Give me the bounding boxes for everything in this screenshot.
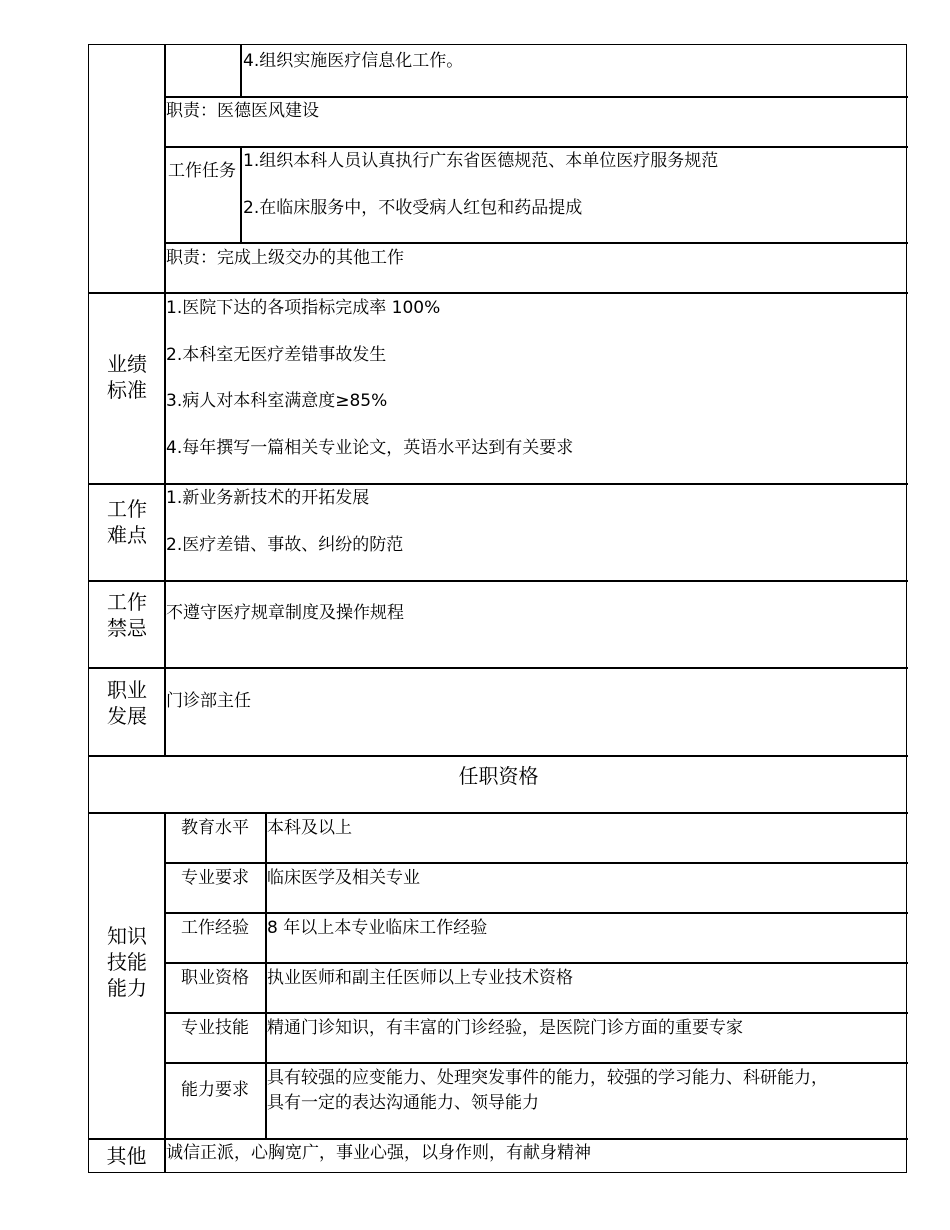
performance-item: 1.医院下达的各项指标完成率 100% xyxy=(166,298,441,318)
divider xyxy=(164,242,908,244)
knowledge-key: 能力要求 xyxy=(181,1080,249,1100)
divider xyxy=(89,483,908,485)
performance-label: 业绩标准 xyxy=(107,352,147,402)
difficulty-item: 2.医疗差错、事故、纠纷的防范 xyxy=(166,535,404,555)
career-label: 职业发展 xyxy=(107,678,147,728)
job-description-table xyxy=(88,44,907,1173)
task-label: 工作任务 xyxy=(168,161,236,181)
knowledge-key: 工作经验 xyxy=(181,918,249,938)
knowledge-value: 精通门诊知识，有丰富的门诊经验，是医院门诊方面的重要专家 xyxy=(267,1018,743,1038)
qualification-header: 任职资格 xyxy=(458,764,539,788)
knowledge-label: 知识技能能力 xyxy=(107,924,147,1000)
knowledge-value: 执业医师和副主任医师以上专业技术资格 xyxy=(267,968,573,988)
knowledge-key: 教育水平 xyxy=(181,818,249,838)
divider xyxy=(89,1138,908,1140)
knowledge-key: 专业要求 xyxy=(181,868,249,888)
taboo-label: 工作禁忌 xyxy=(107,590,147,640)
duty-title: 职责：完成上级交办的其他工作 xyxy=(166,248,404,268)
divider xyxy=(164,962,908,964)
divider xyxy=(164,812,166,1172)
performance-item: 3.病人对本科室满意度≥85% xyxy=(166,391,388,411)
knowledge-value: 本科及以上 xyxy=(267,818,352,838)
performance-item: 2.本科室无医疗差错事故发生 xyxy=(166,345,387,365)
task-item: 2.在临床服务中，不收受病人红包和药品提成 xyxy=(243,198,583,218)
knowledge-value: 具有较强的应变能力、处理突发事件的能力，较强的学习能力、科研能力， xyxy=(267,1068,828,1088)
divider xyxy=(164,1012,908,1014)
task-item: 4.组织实施医疗信息化工作。 xyxy=(243,51,464,71)
career-text: 门诊部主任 xyxy=(166,691,251,711)
knowledge-value: 具有一定的表达沟通能力、领导能力 xyxy=(267,1093,539,1113)
divider xyxy=(164,912,908,914)
other-label: 其他 xyxy=(106,1144,147,1168)
knowledge-key: 专业技能 xyxy=(181,1018,249,1038)
knowledge-key: 职业资格 xyxy=(181,968,249,988)
divider xyxy=(89,812,908,814)
taboo-text: 不遵守医疗规章制度及操作规程 xyxy=(166,603,404,623)
difficulty-label: 工作难点 xyxy=(107,497,147,547)
difficulty-item: 1.新业务新技术的开拓发展 xyxy=(166,488,370,508)
task-item: 1.组织本科人员认真执行广东省医德规范、本单位医疗服务规范 xyxy=(243,151,719,171)
divider xyxy=(164,862,908,864)
performance-item: 4.每年撰写一篇相关专业论文，英语水平达到有关要求 xyxy=(166,438,574,458)
duty-title: 职责：医德医风建设 xyxy=(166,101,319,121)
divider xyxy=(89,667,908,669)
knowledge-value: 8 年以上本专业临床工作经验 xyxy=(267,918,488,938)
divider xyxy=(240,146,242,242)
divider xyxy=(240,45,242,96)
knowledge-value: 临床医学及相关专业 xyxy=(267,868,420,888)
divider xyxy=(164,146,908,148)
divider xyxy=(89,580,908,582)
divider xyxy=(164,1062,908,1064)
other-text: 诚信正派，心胸宽广，事业心强，以身作则，有献身精神 xyxy=(166,1143,591,1163)
divider xyxy=(164,96,908,98)
divider xyxy=(89,755,908,757)
divider xyxy=(89,292,908,294)
